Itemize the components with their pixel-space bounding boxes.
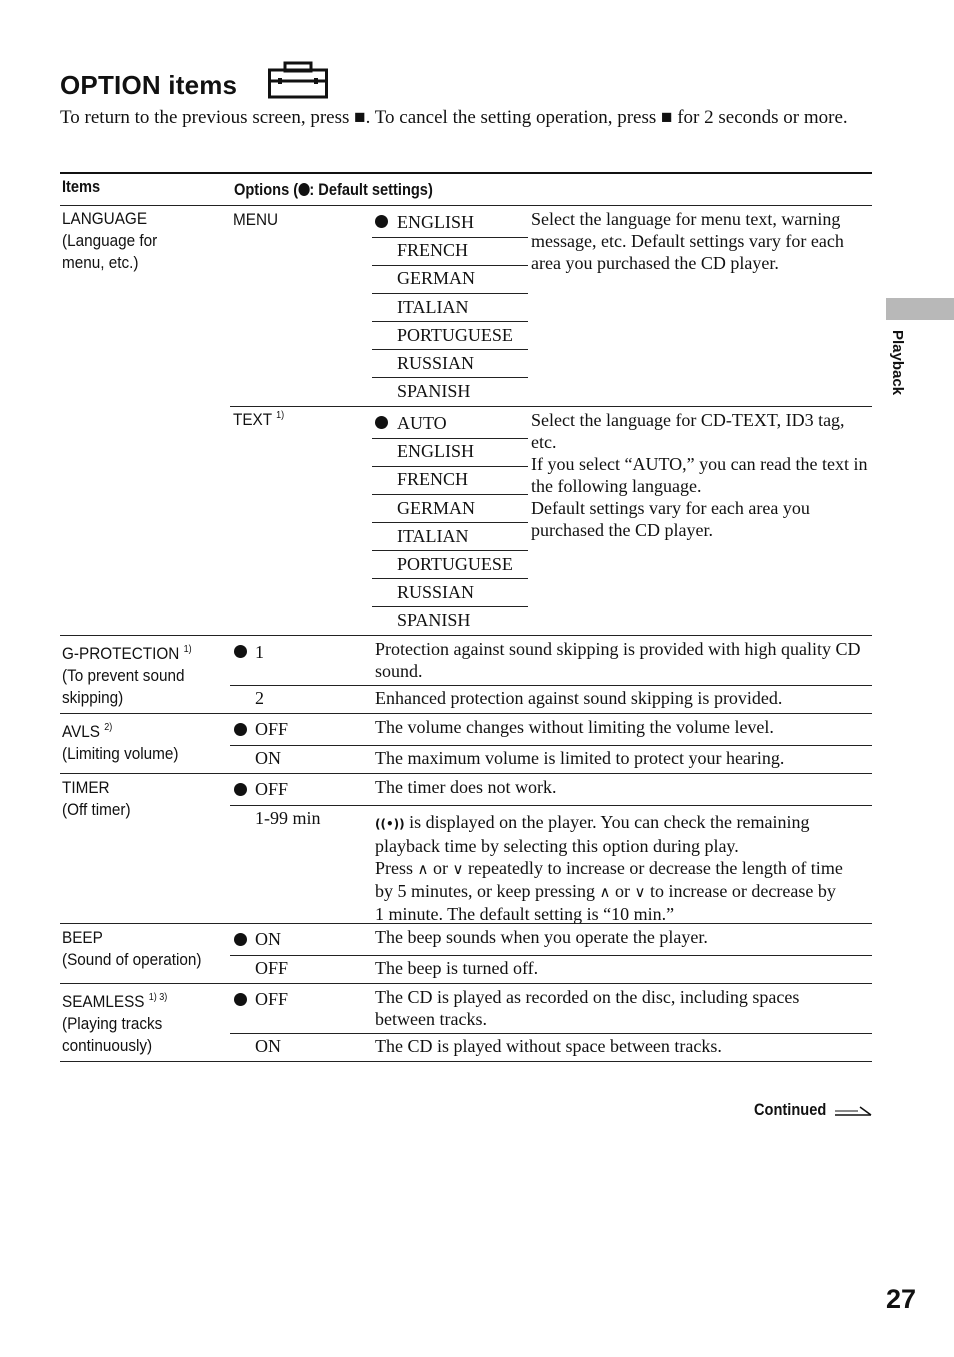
avls-description: The volume changes without limiting the volume level. (375, 717, 774, 737)
item-timer: TIMER (Off timer) (62, 778, 131, 819)
timer-icon: ((•)) (375, 817, 405, 831)
menu-value: RUSSIAN (397, 353, 475, 373)
default-dot-icon (234, 993, 247, 1006)
row-rule (372, 550, 528, 551)
row-rule (230, 685, 872, 686)
row-rule (372, 606, 528, 607)
section-rule (60, 923, 872, 924)
timer-description: ((•)) is displayed on the player. You can check the remaining playback time by selecting this option during play. Press ∧ or ∨ repeatedly to increase or decrease the length of time by 5 minutes, or keep pressing ∧ or ∨ to increase or decrease by 1 minute. The default setting is “10 min.” (375, 812, 843, 924)
beep-option: ON (255, 929, 281, 949)
down-arrow-icon: ∨ (452, 860, 464, 878)
text-value: RUSSIAN (397, 582, 475, 602)
seamless-option: OFF (255, 989, 289, 1009)
default-dot-icon (234, 783, 247, 796)
item-beep: BEEP (Sound of operation) (62, 928, 202, 969)
row-rule (372, 494, 528, 495)
row-rule (230, 406, 872, 407)
text-value: FRENCH (397, 469, 469, 489)
menu-value: ENGLISH (397, 212, 474, 232)
row-rule (230, 805, 872, 806)
item-seamless: SEAMLESS $^{1) 3)}$ (Playing tracks continuously) (62, 992, 168, 1055)
text-value: ITALIAN (397, 526, 469, 546)
up-arrow-icon: ∧ (599, 883, 611, 901)
row-rule (372, 466, 528, 467)
down-arrow-icon: ∨ (634, 883, 646, 901)
text-value: PORTUGUESE (397, 554, 513, 574)
option-toolbox-icon (268, 61, 328, 99)
continued-arrow-icon (834, 1104, 872, 1118)
row-rule (372, 349, 528, 350)
beep-description: The beep sounds when you operate the player. (375, 927, 708, 947)
row-rule (230, 1033, 872, 1034)
row-rule (372, 293, 528, 294)
default-dot-icon (234, 723, 247, 736)
row-rule (372, 265, 528, 266)
stop-icon: ■ (661, 107, 673, 128)
timer-option: 1-99 min (255, 808, 321, 828)
default-dot-icon (298, 183, 309, 196)
text-description: Select the language for CD-TEXT, ID3 tag, etc. If you select “AUTO,” you can read the text in the following language. Default settings vary for each area you purchased the CD player. (531, 410, 868, 540)
row-rule (372, 578, 528, 579)
row-rule (372, 237, 528, 238)
beep-option: OFF (255, 958, 289, 978)
beep-description: The beep is turned off. (375, 958, 539, 978)
seamless-description: The CD is played as recorded on the disc, including spaces between tracks. (375, 987, 800, 1029)
g-protection-option: 2 (255, 688, 264, 708)
avls-description: The maximum volume is limited to protect your hearing. (375, 748, 785, 768)
section-tab-label: Playback (889, 330, 906, 396)
text-value: GERMAN (397, 498, 476, 518)
seamless-option: ON (255, 1036, 281, 1056)
option-menu: MENU (233, 210, 279, 229)
section-rule (60, 713, 872, 714)
item-avls: AVLS $^{2)}$ (Limiting volume) (62, 722, 179, 763)
seamless-description: The CD is played without space between tracks. (375, 1036, 722, 1056)
row-rule (230, 955, 872, 956)
section-rule (60, 773, 872, 774)
option-text: TEXT $^{1)}$ (233, 410, 285, 429)
page-number: 27 (886, 1284, 917, 1314)
default-dot-icon (234, 645, 247, 658)
g-protection-description: Protection against sound skipping is provided with high quality CD sound. (375, 639, 861, 681)
page-title: OPTION items (60, 70, 238, 100)
section-tab-marker (886, 298, 954, 320)
menu-value: SPANISH (397, 381, 471, 401)
g-protection-description: Enhanced protection against sound skipping is provided. (375, 688, 783, 708)
intro-paragraph: To return to the previous screen, press ■. To cancel the setting operation, press ■ for 2 seconds or more. (60, 107, 848, 128)
menu-value: FRENCH (397, 240, 469, 260)
menu-value: GERMAN (397, 268, 476, 288)
row-rule (372, 377, 528, 378)
default-dot-icon (234, 933, 247, 946)
text-value: ENGLISH (397, 441, 474, 461)
section-rule (60, 983, 872, 984)
menu-value: ITALIAN (397, 297, 469, 317)
stop-icon: ■ (354, 107, 366, 128)
timer-option: OFF (255, 779, 289, 799)
g-protection-option: 1 (255, 642, 264, 662)
item-g-protection: G-PROTECTION $^{1)}$ (To prevent sound skipping) (62, 644, 192, 707)
text-value: AUTO (397, 413, 447, 433)
menu-value: PORTUGUESE (397, 325, 513, 345)
avls-option: OFF (255, 719, 289, 739)
default-dot-icon (375, 215, 388, 228)
table-top-rule (60, 172, 872, 174)
table-header-rule (60, 205, 872, 206)
item-language: LANGUAGE (Language for menu, etc.) (62, 209, 158, 272)
text-value: SPANISH (397, 610, 471, 630)
up-arrow-icon: ∧ (417, 860, 429, 878)
menu-description: Select the language for menu text, warning message, etc. Default settings vary for each area you purchased the CD player. (531, 209, 844, 273)
table-bottom-rule (60, 1061, 872, 1062)
column-header-options: Options ( : Default settings) (234, 180, 433, 199)
row-rule (372, 438, 528, 439)
timer-description: The timer does not work. (375, 777, 557, 797)
row-rule (372, 321, 528, 322)
avls-option: ON (255, 748, 281, 768)
column-header-items: Items (62, 177, 101, 196)
continued-label: Continued (754, 1100, 827, 1119)
default-dot-icon (375, 416, 388, 429)
row-rule (230, 745, 872, 746)
row-rule (372, 522, 528, 523)
section-rule (60, 635, 872, 636)
